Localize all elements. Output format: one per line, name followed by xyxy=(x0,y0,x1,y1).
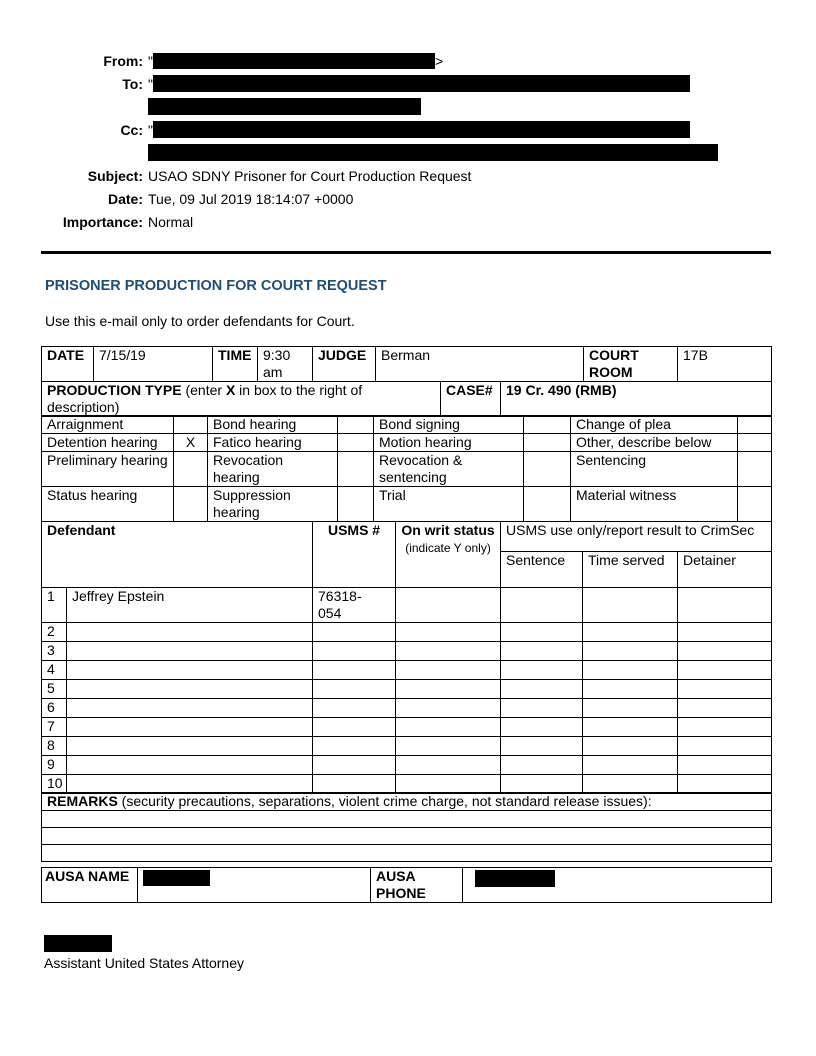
defendant-column-header: Defendant xyxy=(42,521,313,587)
defendant-row-number: 7 xyxy=(42,717,67,736)
option-checkbox xyxy=(338,487,374,522)
defendant-time-served-cell xyxy=(583,755,678,774)
to-redaction-bar-2 xyxy=(148,98,421,115)
defendant-detainer-cell xyxy=(678,679,772,698)
defendant-row-number: 3 xyxy=(42,641,67,660)
defendant-sentence-cell xyxy=(501,736,583,755)
defendants-table xyxy=(41,521,772,794)
ausa-phone-redaction-bar xyxy=(475,870,555,887)
from-value xyxy=(148,50,443,73)
defendant-row-number: 8 xyxy=(42,736,67,755)
defendant-writ-cell xyxy=(396,717,501,736)
defendant-row-number: 10 xyxy=(42,774,67,793)
defendant-usms-cell xyxy=(313,679,396,698)
defendant-row-number: 9 xyxy=(42,755,67,774)
defendant-usms-cell xyxy=(313,774,396,793)
defendant-row xyxy=(42,587,772,622)
defendant-sentence-cell xyxy=(501,660,583,679)
option-checkbox xyxy=(738,434,772,452)
production-request-form xyxy=(41,346,774,903)
remarks-table xyxy=(41,792,772,862)
defendant-usms-cell xyxy=(313,587,396,622)
to-label: To: xyxy=(122,76,143,92)
option-checkbox xyxy=(524,434,571,452)
ausa-name-redaction-bar xyxy=(143,870,210,886)
from-redaction-bar xyxy=(153,53,435,69)
remarks-label: REMARKS xyxy=(47,793,118,809)
defendant-writ-cell xyxy=(396,774,501,793)
from-open-quote: " xyxy=(148,53,153,69)
defendant-usms-cell xyxy=(313,698,396,717)
defendant-time-served-cell xyxy=(583,660,678,679)
ausa-phone-value-cell xyxy=(463,868,772,903)
time-header: TIME xyxy=(213,347,258,382)
usms-number: 76318-054 xyxy=(318,587,362,621)
defendant-name-cell xyxy=(67,717,313,736)
option-checkbox xyxy=(738,487,772,522)
defendant-writ-cell xyxy=(396,698,501,717)
usms-use-only-header: USMS use only/report result to CrimSec xyxy=(501,521,772,551)
defendant-name-cell xyxy=(67,641,313,660)
defendant-usms-cell xyxy=(313,755,396,774)
defendant-time-served-cell xyxy=(583,774,678,793)
option-label: Motion hearing xyxy=(374,434,524,452)
option-label: Suppression hearing xyxy=(208,487,338,522)
email-header xyxy=(30,0,816,234)
defendant-time-served-cell xyxy=(583,736,678,755)
option-label: Bond hearing xyxy=(208,416,338,434)
option-checkbox xyxy=(524,452,571,487)
defendant-row xyxy=(42,641,772,660)
defendant-time-served-cell xyxy=(583,641,678,660)
defendant-detainer-cell xyxy=(678,660,772,679)
defendant-usms-cell xyxy=(313,717,396,736)
subject-value: USAO SDNY Prisoner for Court Production Request xyxy=(148,168,472,184)
defendant-row xyxy=(42,774,772,793)
defendant-writ-cell xyxy=(396,679,501,698)
cc-value xyxy=(148,119,718,165)
defendant-usms-cell xyxy=(313,641,396,660)
option-label: Arraignment xyxy=(42,416,174,434)
option-label: Status hearing xyxy=(42,487,174,522)
option-label: Other, describe below xyxy=(571,434,738,452)
defendant-sentence-cell xyxy=(501,622,583,641)
defendant-name-cell xyxy=(67,698,313,717)
defendant-time-served-cell xyxy=(583,587,678,622)
defendant-sentence-cell xyxy=(501,679,583,698)
defendant-row-number: 5 xyxy=(42,679,67,698)
defendant-sentence-cell xyxy=(501,587,583,622)
defendant-writ-cell xyxy=(396,622,501,641)
defendant-name-cell xyxy=(67,622,313,641)
email-from-row xyxy=(30,50,816,73)
defendant-writ-cell xyxy=(396,755,501,774)
defendant-sentence-cell xyxy=(501,698,583,717)
option-label: Trial xyxy=(374,487,524,522)
date-label: Date: xyxy=(107,191,143,207)
writ-column-header xyxy=(396,521,501,587)
defendant-name-cell: Jeffrey Epstein xyxy=(67,587,313,622)
defendant-row xyxy=(42,698,772,717)
remarks-note: (security precautions, separations, violent crime charge, not standard release issues): xyxy=(117,793,652,809)
defendant-detainer-cell xyxy=(678,755,772,774)
defendant-name-cell xyxy=(67,736,313,755)
defendant-writ-cell xyxy=(396,736,501,755)
from-close-bracket: > xyxy=(434,53,444,69)
defendant-name-cell xyxy=(67,679,313,698)
usms-column-header: USMS # xyxy=(313,521,396,587)
defendant-detainer-cell xyxy=(678,622,772,641)
detainer-column-header: Detainer xyxy=(678,551,772,587)
schedule-table xyxy=(41,346,772,382)
defendant-writ-cell xyxy=(396,587,501,622)
option-checkbox xyxy=(738,452,772,487)
defendant-writ-cell xyxy=(396,660,501,679)
to-open-quote: " xyxy=(148,76,153,92)
defendant-detainer-cell xyxy=(678,717,772,736)
defendant-sentence-cell xyxy=(501,641,583,660)
option-checkbox xyxy=(738,416,772,434)
email-importance-row xyxy=(30,211,816,234)
defendant-row-number: 1 xyxy=(42,587,67,622)
sentence-column-header: Sentence xyxy=(501,551,583,587)
option-checkbox xyxy=(338,434,374,452)
option-checkbox xyxy=(524,487,571,522)
importance-value: Normal xyxy=(148,214,194,230)
defendant-writ-cell xyxy=(396,641,501,660)
remarks-empty-line xyxy=(42,811,772,828)
email-date-row xyxy=(30,188,816,211)
email-to-row xyxy=(30,73,816,119)
defendant-time-served-cell xyxy=(583,717,678,736)
option-checkbox xyxy=(174,416,208,434)
time-served-column-header: Time served xyxy=(583,551,678,587)
ausa-table xyxy=(41,867,772,903)
cc-redaction-bar-1 xyxy=(153,121,690,138)
cc-redaction-bar-2 xyxy=(148,144,718,161)
option-label: Change of plea xyxy=(571,416,738,434)
defendant-row xyxy=(42,679,772,698)
page-title: PRISONER PRODUCTION FOR COURT REQUEST xyxy=(45,278,387,294)
production-type-header-table xyxy=(41,381,772,417)
ausa-name-header: AUSA NAME xyxy=(42,868,138,903)
email-subject-row xyxy=(30,165,816,188)
writ-header-title: On writ status xyxy=(401,521,495,538)
ausa-name-value-cell xyxy=(138,868,371,903)
defendant-row xyxy=(42,622,772,641)
option-label: Sentencing xyxy=(571,452,738,487)
defendant-row-number: 4 xyxy=(42,660,67,679)
option-checkbox xyxy=(338,416,374,434)
remarks-header-cell xyxy=(42,793,772,811)
cc-label: Cc: xyxy=(120,122,143,138)
production-type-note-post: in box to the right of description) xyxy=(47,381,363,415)
intro-text: Use this e-mail only to order defendants for Court. xyxy=(45,313,355,329)
defendant-name-cell xyxy=(67,660,313,679)
time-value-cell: 9:30 am xyxy=(258,347,313,382)
option-checkbox: X xyxy=(174,434,208,452)
defendant-detainer-cell xyxy=(678,774,772,793)
option-label: Fatico hearing xyxy=(208,434,338,452)
defendant-usms-cell xyxy=(313,622,396,641)
header-divider xyxy=(41,251,771,254)
defendant-detainer-cell xyxy=(678,587,772,622)
option-checkbox xyxy=(338,452,374,487)
date-header: DATE xyxy=(42,347,94,382)
date-value: Tue, 09 Jul 2019 18:14:07 +0000 xyxy=(148,191,354,207)
to-value xyxy=(148,73,690,119)
option-checkbox xyxy=(524,416,571,434)
remarks-empty-line xyxy=(42,845,772,862)
defendant-sentence-cell xyxy=(501,717,583,736)
production-options-table xyxy=(41,415,772,522)
defendant-row-number: 2 xyxy=(42,622,67,641)
judge-value-cell: Berman xyxy=(376,347,584,382)
from-label: From: xyxy=(103,53,143,69)
remarks-empty-line xyxy=(42,828,772,845)
defendant-time-served-cell xyxy=(583,679,678,698)
production-type-x: X xyxy=(225,381,236,398)
option-label: Detention hearing xyxy=(42,434,174,452)
date-value-cell: 7/15/19 xyxy=(94,347,213,382)
ausa-phone-header: AUSA PHONE xyxy=(371,868,463,903)
defendant-row xyxy=(42,736,772,755)
writ-header-note: (indicate Y only) xyxy=(405,540,491,555)
production-type-label: PRODUCTION TYPE xyxy=(47,381,182,398)
defendant-time-served-cell xyxy=(583,698,678,717)
option-label: Bond signing xyxy=(374,416,524,434)
defendant-detainer-cell xyxy=(678,698,772,717)
defendant-name-cell xyxy=(67,755,313,774)
option-label: Material witness xyxy=(571,487,738,522)
to-redaction-bar-1 xyxy=(153,75,690,92)
cc-open-quote: " xyxy=(148,122,153,138)
courtroom-header: COURT ROOM xyxy=(584,347,678,382)
option-checkbox xyxy=(174,452,208,487)
defendant-row xyxy=(42,717,772,736)
defendant-row xyxy=(42,755,772,774)
production-type-note-pre: (enter xyxy=(181,381,226,398)
courtroom-value-cell: 17B xyxy=(678,347,772,382)
importance-label: Importance: xyxy=(62,214,143,230)
defendant-detainer-cell xyxy=(678,641,772,660)
defendant-sentence-cell xyxy=(501,755,583,774)
option-label: Revocation hearing xyxy=(208,452,338,487)
defendant-sentence-cell xyxy=(501,774,583,793)
option-checkbox xyxy=(174,487,208,522)
case-number-value: 19 Cr. 490 (RMB) xyxy=(501,381,772,416)
option-label: Preliminary hearing xyxy=(42,452,174,487)
signature-name-redaction-bar xyxy=(44,935,112,952)
production-type-header-cell xyxy=(42,381,441,416)
defendant-row xyxy=(42,660,772,679)
defendant-usms-cell xyxy=(313,660,396,679)
defendant-time-served-cell xyxy=(583,622,678,641)
case-number-header: CASE# xyxy=(441,381,501,416)
defendant-name-cell xyxy=(67,774,313,793)
judge-header: JUDGE xyxy=(313,347,376,382)
signature-role: Assistant United States Attorney xyxy=(44,955,244,971)
email-cc-row xyxy=(30,119,816,165)
signature-block xyxy=(44,935,816,972)
defendant-detainer-cell xyxy=(678,736,772,755)
subject-label: Subject: xyxy=(87,168,143,184)
defendant-usms-cell xyxy=(313,736,396,755)
option-label: Revocation & sentencing xyxy=(374,452,524,487)
defendant-row-number: 6 xyxy=(42,698,67,717)
